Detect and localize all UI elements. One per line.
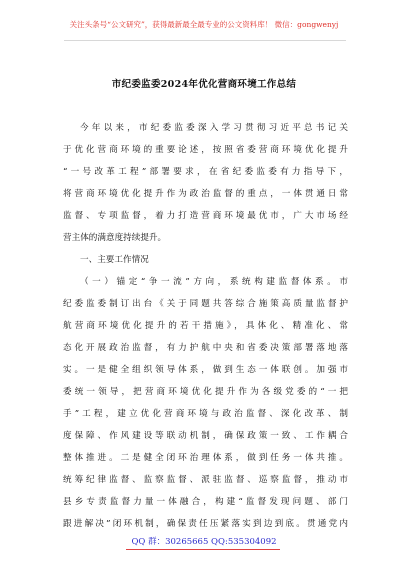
text-line: 态化开展政治监督，有力护航中央和省委决策部署落地落 [63, 343, 348, 353]
text-line: 统筹纪律监督、监察监督、派驻监督、巡察监督，推动市 [63, 475, 348, 485]
document-body [63, 117, 348, 535]
text-line: 整体推进。二是健全闭环治理体系，做到任务一体共推。 [63, 453, 348, 463]
paragraph-section-1 [63, 271, 348, 535]
document-title: 市纪委监委2024年优化营商环境工作总结 [111, 79, 297, 90]
qq-contact-text: QQ 群：30265665 QQ:535304092 [131, 537, 277, 547]
text-line: 实。一是健全组织领导体系，做到生态一体联创。加强市 [63, 365, 348, 375]
text-line: 今年以来，市纪委监委深入学习贯彻习近平总书记关 [80, 123, 348, 133]
text-line: 度保障、作风建设等联动机制，确保政策一致、工作耦合 [63, 431, 348, 441]
heading-line: 一、主要工作情况 [80, 255, 149, 265]
paragraph-intro [63, 117, 348, 249]
text-line: 营主体的满意度持续提升。 [63, 233, 167, 243]
text-line: 县乡专责监督力量一体融合，构建“监督发现问题、部门 [63, 497, 348, 507]
text-line: 航营商环境优化提升的若干措施》，具体化、精准化、常 [63, 321, 348, 331]
header-divider [64, 40, 346, 41]
text-line: “一号改革工程”部署要求，在省纪委监委有力指导下， [63, 167, 348, 177]
text-line: 于优化营商环境的重要论述，按照省委营商环境优化提升 [63, 145, 348, 155]
section-heading [63, 249, 348, 271]
text-line: 手”工程，建立优化营商环境与政治监督、深化改革、制 [63, 409, 348, 419]
footer-underline [126, 549, 280, 550]
promo-banner-text: 关注头条号“公文研究”，获得最新最全最专业的公文资料库！ 微信：gongwenyj [69, 20, 339, 29]
qq-contact-banner [0, 537, 408, 548]
text-line: （一）锚定“争一流”方向，系统构建监督体系。市 [80, 277, 348, 287]
text-line: 委统一领导，把营商环境优化提升作为各级党委的“一把 [63, 387, 348, 397]
text-line: 纪委监委制订出台《关于同题共答综合施策高质量监督护 [63, 299, 348, 309]
text-line: 监督、专项监督，着力打造营商环境最优市，广大市场经 [63, 211, 348, 221]
text-line: 将营商环境优化提升作为政治监督的重点，一体贯通日常 [63, 189, 348, 199]
text-line: 跟进解决”闭环机制，确保责任压紧落实到边到底。贯通党内 [63, 519, 348, 529]
promo-banner [0, 20, 408, 30]
